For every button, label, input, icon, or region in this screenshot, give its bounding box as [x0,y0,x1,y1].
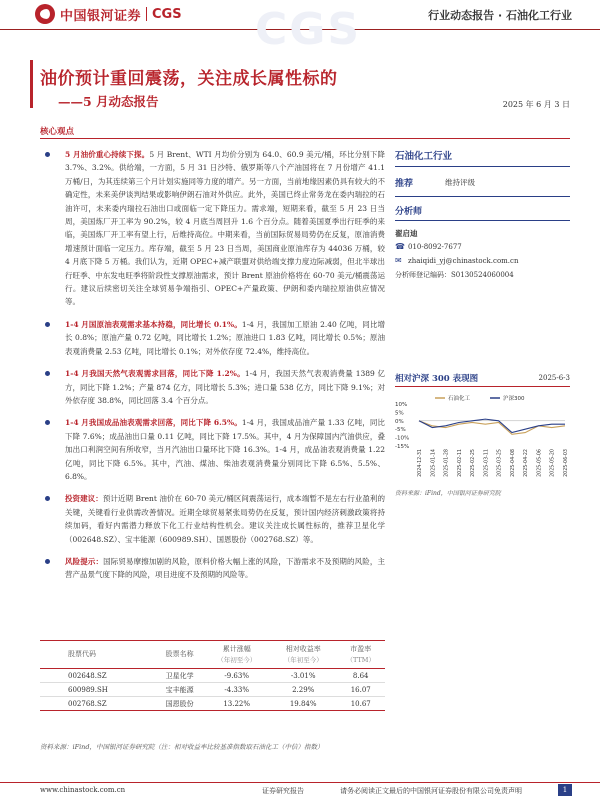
email-icon: ✉ [395,256,402,265]
cell-pe: 16.07 [336,683,385,697]
x-tick-label: 2025-05-06 [537,449,543,477]
analyst-heading: 分析师 [395,207,423,217]
paragraph-text: 1-4 月，我国天然气表观消费量 1389 亿方，同比下降 1.2%；产量 874 亿方，同比增长 5.3%；进口量 538 亿方，同比下降 9.1%；对外依存度 38.8%，同比回落 3.4 个百分点。 [65,369,385,405]
footer-website[interactable]: www.chinastock.com.cn [40,786,126,794]
logo-icon [35,4,55,24]
x-tick-label: 2025-03-25 [497,449,503,477]
brand-logo [35,4,182,24]
footer-divider [0,782,600,783]
cell-pe: 8.64 [336,669,385,683]
analyst-name: 翟启迪 [395,229,418,238]
table-row [40,697,385,711]
bullet-icon [45,420,50,425]
paragraph-investment [40,492,385,546]
chart-source: 资料来源：iFind，中国银河证券研究院 [395,490,501,497]
x-tick-label: 2025-01-14 [431,449,437,477]
analyst-reg [395,270,514,280]
rating-label: 推荐 [395,179,414,189]
paragraph-text: 国际贸易摩擦加剧的风险，原料价格大幅上涨的风险，下游需求不及预期的风险，主营产品景气度下降的风险，项目进度不及预期的风险等。 [65,556,386,580]
legend-label: 沪深300 [503,396,525,402]
report-date: 2025 年 6 月 3 日 [502,100,570,109]
reg-number: 分析师登记编码：S0130524060004 [395,271,514,279]
bullet-icon [45,496,50,501]
table-header-row [40,641,385,669]
col-header-return: 累计涨幅 （年初至今） [203,641,270,669]
x-tick-label: 2025-02-25 [471,449,477,477]
paragraph-crude-demand [40,318,385,358]
paragraph-text: 1-4 月，我国成品油产量 1.33 亿吨，同比下降 7.6%；成品油出口量 0.11 亿吨，同比下降 17.5%。其中，4 月为保障国内汽油供应，叠加出口利润空间有所收窄，当月汽油出口量环比下降 16.3%。1-4 月，成品油表观消费量 1.22 亿吨，同比下降 6.5%。其中，汽油、煤油、柴油表观消费量分别同比下降 6.5%、5.5%、6.8%。 [65,418,385,481]
col-header-name: 股票名称 [156,641,204,669]
footer-disclaimer: 请务必阅读正文最后的中国银河证券股份有限公司免责声明 [340,787,522,795]
sidebar-divider [395,196,570,197]
y-tick-label: 5% [395,410,404,417]
footer-center: 证券研究报告 [262,787,304,795]
paragraph-risk [40,555,385,582]
paragraph-lead: 投资建议： [65,494,103,504]
page-header [0,0,600,55]
x-tick-label: 2024-12-31 [418,449,423,477]
logo-divider [146,7,147,21]
bullet-icon [45,322,50,327]
bullet-icon [45,559,50,564]
cell-return: -4.33% [203,683,270,697]
phone-icon: ☎ [395,242,405,251]
y-tick-label: -5% [395,427,406,434]
cell-return: -9.63% [203,669,270,683]
phone-text: 010-8092-7677 [408,242,462,251]
col-header-relative: 相对收益率 （年初至今） [270,641,337,669]
paragraph-gas-demand [40,367,385,407]
core-points [40,148,385,591]
report-type: 行业动态报告 · 石油化工行业 [428,9,572,22]
cell-relative: 19.84% [270,697,337,711]
x-tick-label: 2025-04-08 [510,449,516,477]
series-line-0 [419,421,565,434]
bullet-icon [45,152,50,157]
stock-table [40,640,385,711]
chart-title: 相对沪深 300 表现图 [395,374,479,384]
paragraph-text: 5 月 Brent、WTI 月均价分别为 64.0、60.9 美元/桶，环比分别下降 3.7%、3.2%。供给端，一方面，5 月 31 日沙特、俄罗斯等八个产油国将在 7 月份增产 41.1 万桶/日，为其连续第三个月计划实施同等力度的增产。另一方面，当前地缘因素仍具有较大的不确定性，未来美伊谈判结果或影响伊朗石油对外供应。此外，美国已终止常务龙在委内瑞拉的石油许可，未来委内瑞拉石油出口或面临一定下降压力。需求端，短期来看，截至 5 月 23 日当周，美国炼厂开工率为 90.2%，较 4 月底当周回升 1.6 个百分点。随着美国夏季出行旺季的来临，美国炼厂开工率有望上行，后维持高位。中期来看，当前国际贸易局势仍在反复，原油消费增速预计面临一定压力。库存端，截至 5 月 23 日当周，美国商业原油库存为 44036 万桶，较 4 月底下降 5 万桶。我们认为，近期 OPEC+减产联盟对供给端支撑力度边际减弱，但北半球出行旺季、中东发电旺季将阶段性支撑原油需求，预计 Brent 原油价格将在 60-70 美元/桶震荡运行。建议后续密切关注全球贸易争端指引、OPEC+产量政策、伊朗和委内瑞拉原油供应情况等。 [65,150,385,307]
cell-name: 国恩股份 [156,697,204,711]
report-subtitle: ——5 月动态报告 [58,94,159,109]
bullet-icon [45,371,50,376]
rating-value: 维持评级 [445,178,475,187]
cell-return: 13.22% [203,697,270,711]
y-tick-label: -15% [395,444,410,450]
paragraph-lead: 风险提示： [65,556,104,566]
x-tick-label: 2025-02-11 [457,449,463,477]
y-tick-label: 0% [395,418,404,425]
cell-code: 002648.SZ [40,669,156,683]
cell-relative: 2.29% [270,683,337,697]
cell-code: 600989.SH [40,683,156,697]
series-line-1 [419,419,565,432]
x-tick-label: 2025-03-11 [484,449,490,477]
legend-label: 石油化工 [448,396,471,402]
table-row [40,683,385,697]
sidebar-divider [395,220,570,221]
cell-pe: 10.67 [336,697,385,711]
cell-relative: -3.01% [270,669,337,683]
paragraph-lead: 1-4 月我国成品油表观需求回落，同比下降 6.5%。 [65,418,242,428]
section-heading: 核心观点 [40,127,75,137]
section-divider [40,138,570,139]
x-tick-label: 2025-06-03 [564,449,569,477]
x-tick-label: 2025-01-28 [444,449,450,477]
x-tick-label: 2025-05-20 [550,449,556,477]
performance-chart [395,394,570,486]
paragraph-lead: 1-4 月国原油表观需求基本持稳，同比增长 0.1%。 [65,319,242,329]
brand-name-en: CGS [152,6,182,22]
cell-code: 002768.SZ [40,697,156,711]
table-row [40,669,385,683]
cell-name: 宝丰能源 [156,683,204,697]
paragraph-text: 预计近期 Brent 油价在 60-70 美元/桶区间震荡运行，成本端暂不是左右行业盈利的关键，关键看行业供需改善情况。近期全球贸易紧张局势仍在反复，预计国内经济刺激政策将持续加码，看好内需潜力释放下化工行业结构性机会。建议关注成长属性标的，推荐卫星化学（002648.SZ）、宝丰能源（600989.SH）、国恩股份（002768.SZ）等。 [65,494,385,544]
chart-date: 2025-6-3 [538,374,570,382]
y-tick-label: -10% [395,435,410,442]
industry-name: 石油化工行业 [395,151,453,162]
analyst-email[interactable] [395,256,518,265]
brand-name: 中国银河证券 [60,8,142,24]
page-number: 1 [558,784,572,796]
email-link[interactable]: zhaiqidi_yj@chinastock.com.cn [408,256,519,265]
paragraph-refined-oil [40,416,385,483]
col-header-code: 股票代码 [40,641,156,669]
report-title: 油价预计重回震荡，关注成长属性标的 [40,69,338,89]
cell-name: 卫星化学 [156,669,204,683]
col-header-pe: 市盈率 （TTM） [336,641,385,669]
analyst-phone [395,242,462,251]
paragraph-lead: 1-4 月我国天然气表观需求回落，同比下降 1.2%。 [65,369,245,379]
paragraph-oil-price [40,148,385,309]
sidebar-divider [395,166,570,167]
paragraph-lead: 5 月油价重心持续下探。 [65,150,150,159]
table-source: 资料来源：iFind，中国银河证券研究院（注：相对收益率比较基准指数取石油化工（中信）指数） [40,743,324,751]
chart-divider [395,386,570,387]
y-tick-label: 10% [395,402,408,408]
paragraph-text: 1-4 月，我国加工原油 2.40 亿吨，同比增长 0.8%；原油产量 0.72 亿吨，同比增长 1.2%；原油进口 1.83 亿吨，同比增长 0.5%；原油表观消费量 2.53 亿吨，同比增长 0.1%；对外依存度 72.4%，维持高位。 [65,319,385,356]
cgs-watermark: CGS [255,4,362,55]
x-tick-label: 2025-04-22 [524,449,530,477]
title-accent-bar [30,60,33,108]
